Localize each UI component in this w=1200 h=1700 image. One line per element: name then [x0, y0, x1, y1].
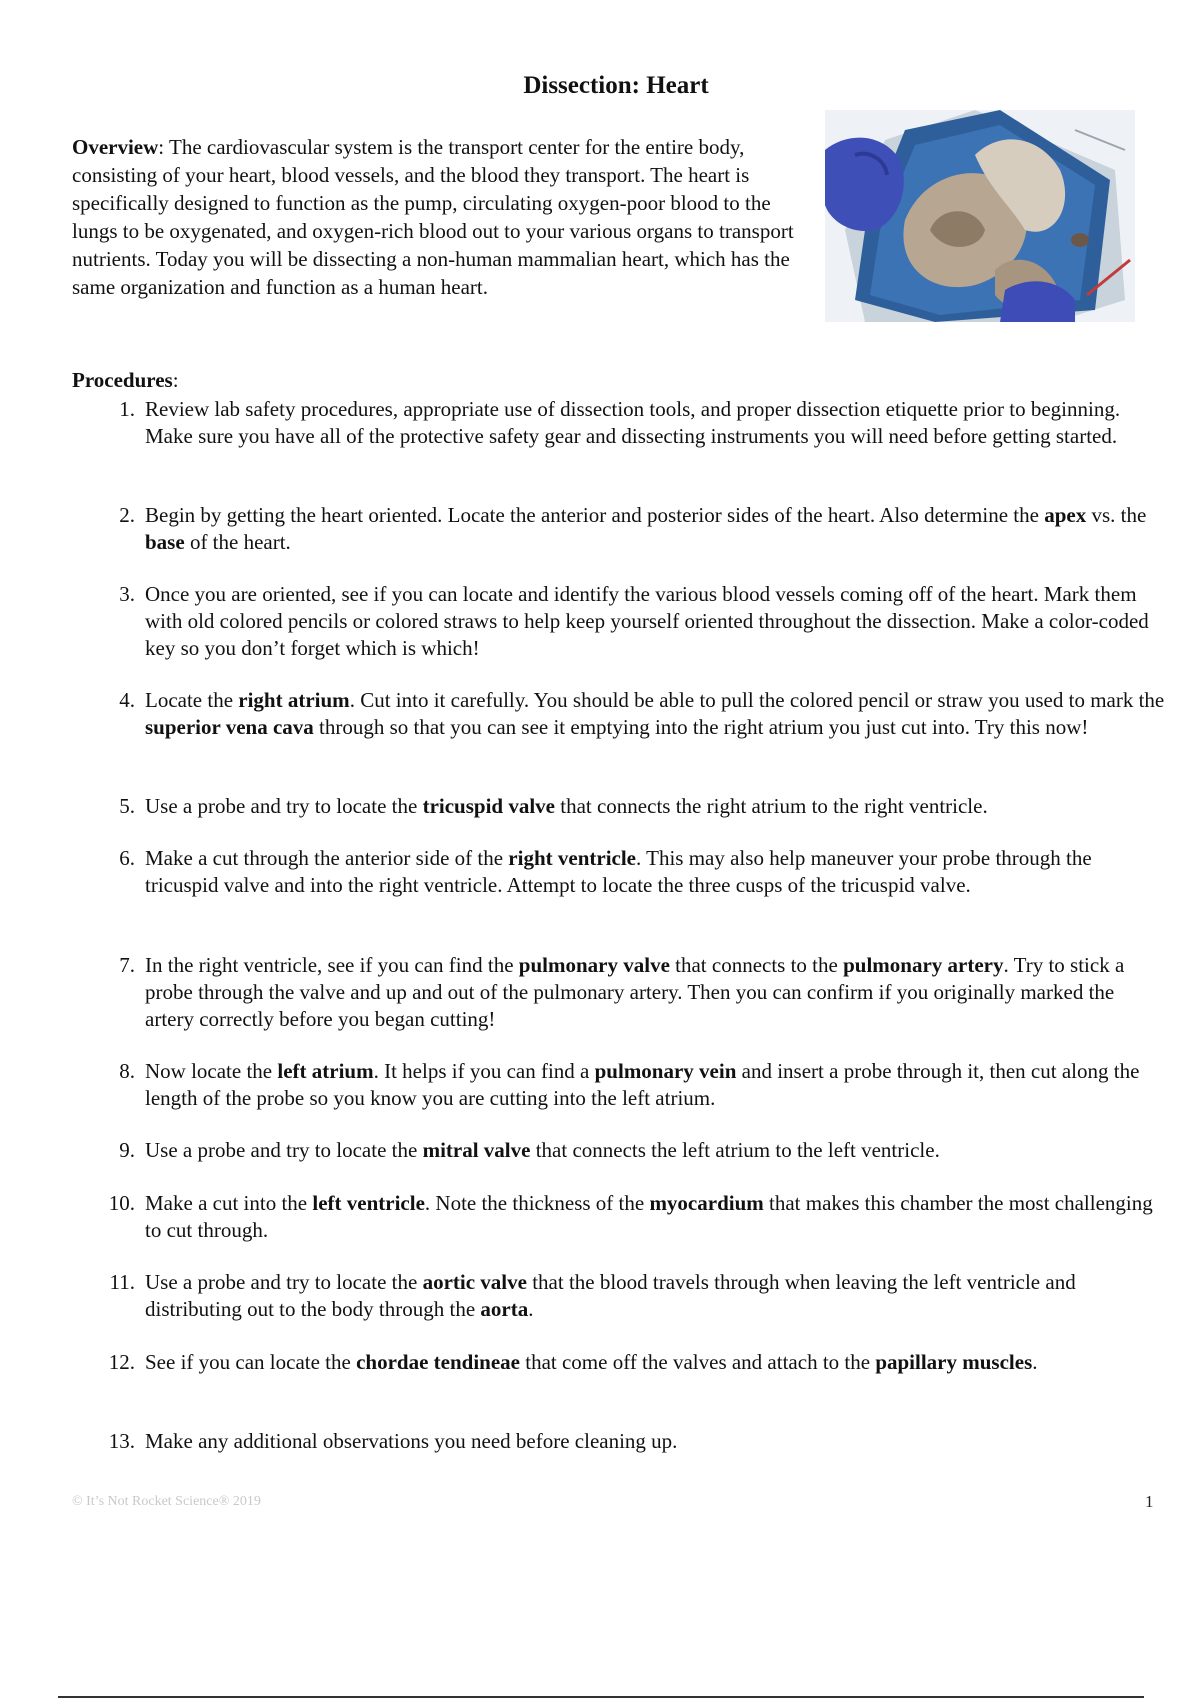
step-text-run: Use a probe and try to locate the — [145, 1138, 423, 1162]
step-text-run: . Cut into it carefully. You should be able to pull the colored pencil or straw you used to mark the — [349, 688, 1165, 712]
step-term: papillary muscles — [875, 1350, 1033, 1374]
overview-text: : The cardiovascular system is the transport center for the entire body, consisting of your heart, blood vessels, and the blood they transport. The heart is specifically designed to function as the pump, circulating oxygen-poor blood to the lungs to be oxygenated, and oxygen-rich blood out to your various organs to transport nutrients. Today you will be dissecting a non-human mammalian heart, which has the same organization and function as a human heart. — [72, 135, 794, 299]
bottom-divider — [58, 1696, 1144, 1698]
step-term: base — [145, 530, 185, 554]
step-number: 1. — [119, 397, 135, 421]
procedures-label: Procedures — [72, 368, 173, 392]
step-number: 7. — [119, 953, 135, 977]
step-text-run: through so that you can see it emptying into the right atrium you just cut into. Try this now! — [313, 715, 1089, 739]
copyright-notice: © It’s Not Rocket Science® 2019 — [72, 1494, 261, 1509]
step-text-run: Now locate the — [145, 1059, 278, 1083]
heart-dissection-photo — [825, 110, 1135, 322]
step-number: 6. — [119, 846, 135, 870]
step-number: 2. — [119, 503, 135, 527]
step-term: pulmonary artery — [843, 953, 1004, 977]
step-term: pulmonary valve — [518, 953, 670, 977]
step-text — [145, 1269, 1165, 1323]
step-number: 11. — [109, 1270, 135, 1294]
step-text-run: and insert a probe through it, then cut along the length of the probe so you know you are cutting into the left atrium. — [145, 1059, 1140, 1110]
step-text-run: Review lab safety procedures, appropriate use of dissection tools, and proper dissection etiquette prior to beginning. Make sure you have all of the protective safety gear and dissecting instruments you will need before getting started. — [145, 397, 1121, 448]
step-text-run: Make any additional observations you need before cleaning up. — [145, 1429, 678, 1453]
step-number: 12. — [108, 1350, 135, 1374]
step-text-run: Once you are oriented, see if you can locate and identify the various blood vessels coming off of the heart. Mark them with old colored pencils or colored straws to help keep yourself oriented throughout the dissection. Make a color-coded key so you don’t forget which is which! — [145, 582, 1149, 660]
step-text — [145, 687, 1165, 741]
step-text — [145, 396, 1165, 450]
step-text-run: Locate the — [145, 688, 239, 712]
procedures-heading — [72, 366, 179, 394]
step-text — [145, 1190, 1165, 1244]
step-text-run: Make a cut through the anterior side of the — [145, 846, 509, 870]
step-text — [145, 1137, 1165, 1164]
step-number: 10. — [108, 1191, 135, 1215]
page-number: 1 — [1145, 1492, 1154, 1511]
step-number: 13. — [108, 1429, 135, 1453]
step-text-run: that connects the left atrium to the left ventricle. — [530, 1138, 940, 1162]
step-text — [145, 1349, 1165, 1376]
step-text — [145, 581, 1165, 662]
step-text — [145, 502, 1165, 556]
step-text-run: Begin by getting the heart oriented. Locate the anterior and posterior sides of the heart. Also determine the — [145, 503, 1045, 527]
step-text-run: that connects the right atrium to the right ventricle. — [555, 794, 988, 818]
step-term: chordae tendineae — [356, 1350, 520, 1374]
step-text — [145, 793, 1165, 820]
overview-label: Overview — [72, 135, 159, 159]
overview-paragraph — [72, 133, 812, 301]
step-term: aortic valve — [422, 1270, 527, 1294]
procedures-colon: : — [172, 368, 179, 392]
step-text-run: . Try to stick a probe through the valve and up and out of the pulmonary artery. Then you can confirm if you originally marked the artery correctly before you began cutting! — [145, 953, 1125, 1031]
step-term: mitral valve — [422, 1138, 531, 1162]
step-number: 9. — [119, 1138, 135, 1162]
step-text-run: In the right ventricle, see if you can find the — [145, 953, 519, 977]
step-text — [145, 1428, 1165, 1455]
step-text-run: that makes this chamber the most challenging to cut through. — [145, 1191, 1153, 1242]
step-number: 8. — [119, 1059, 135, 1083]
step-text-run: Use a probe and try to locate the — [145, 1270, 423, 1294]
step-term: myocardium — [649, 1191, 764, 1215]
step-text-run: See if you can locate the — [145, 1350, 357, 1374]
step-term: left ventricle — [312, 1191, 425, 1215]
step-text-run: that the blood travels through when leaving the left ventricle and distributing out to the body through the — [145, 1270, 1076, 1321]
step-text-run: . It helps if you can find a — [373, 1059, 595, 1083]
heart-dissection-illustration — [825, 110, 1135, 322]
step-text — [145, 845, 1165, 899]
step-text — [145, 1058, 1165, 1112]
step-term: apex — [1044, 503, 1087, 527]
step-number: 4. — [119, 688, 135, 712]
page-title: Dissection: Heart — [523, 72, 709, 99]
step-term: pulmonary vein — [594, 1059, 737, 1083]
step-term: superior vena cava — [145, 715, 314, 739]
step-text-run: Use a probe and try to locate the — [145, 794, 423, 818]
step-number: 3. — [119, 582, 135, 606]
step-text-run: that connects to the — [669, 953, 844, 977]
step-text-run: that come off the valves and attach to the — [519, 1350, 876, 1374]
step-text-run: Make a cut into the — [145, 1191, 313, 1215]
step-number: 5. — [119, 794, 135, 818]
step-text-run: . This may also help maneuver your probe through the tricuspid valve and into the right ventricle. Attempt to locate the three cusps of the tricuspid valve. — [145, 846, 1092, 897]
step-term: left atrium — [277, 1059, 374, 1083]
step-text-run: . — [1032, 1350, 1038, 1374]
step-text-run: of the heart. — [184, 530, 291, 554]
step-term: aorta — [480, 1297, 529, 1321]
step-text — [145, 952, 1165, 1033]
step-text-run: vs. the — [1086, 503, 1147, 527]
step-term: right atrium — [238, 688, 350, 712]
step-text-run: . — [528, 1297, 534, 1321]
step-text-run: . Note the thickness of the — [424, 1191, 650, 1215]
step-term: right ventricle — [508, 846, 636, 870]
step-term: tricuspid valve — [422, 794, 555, 818]
